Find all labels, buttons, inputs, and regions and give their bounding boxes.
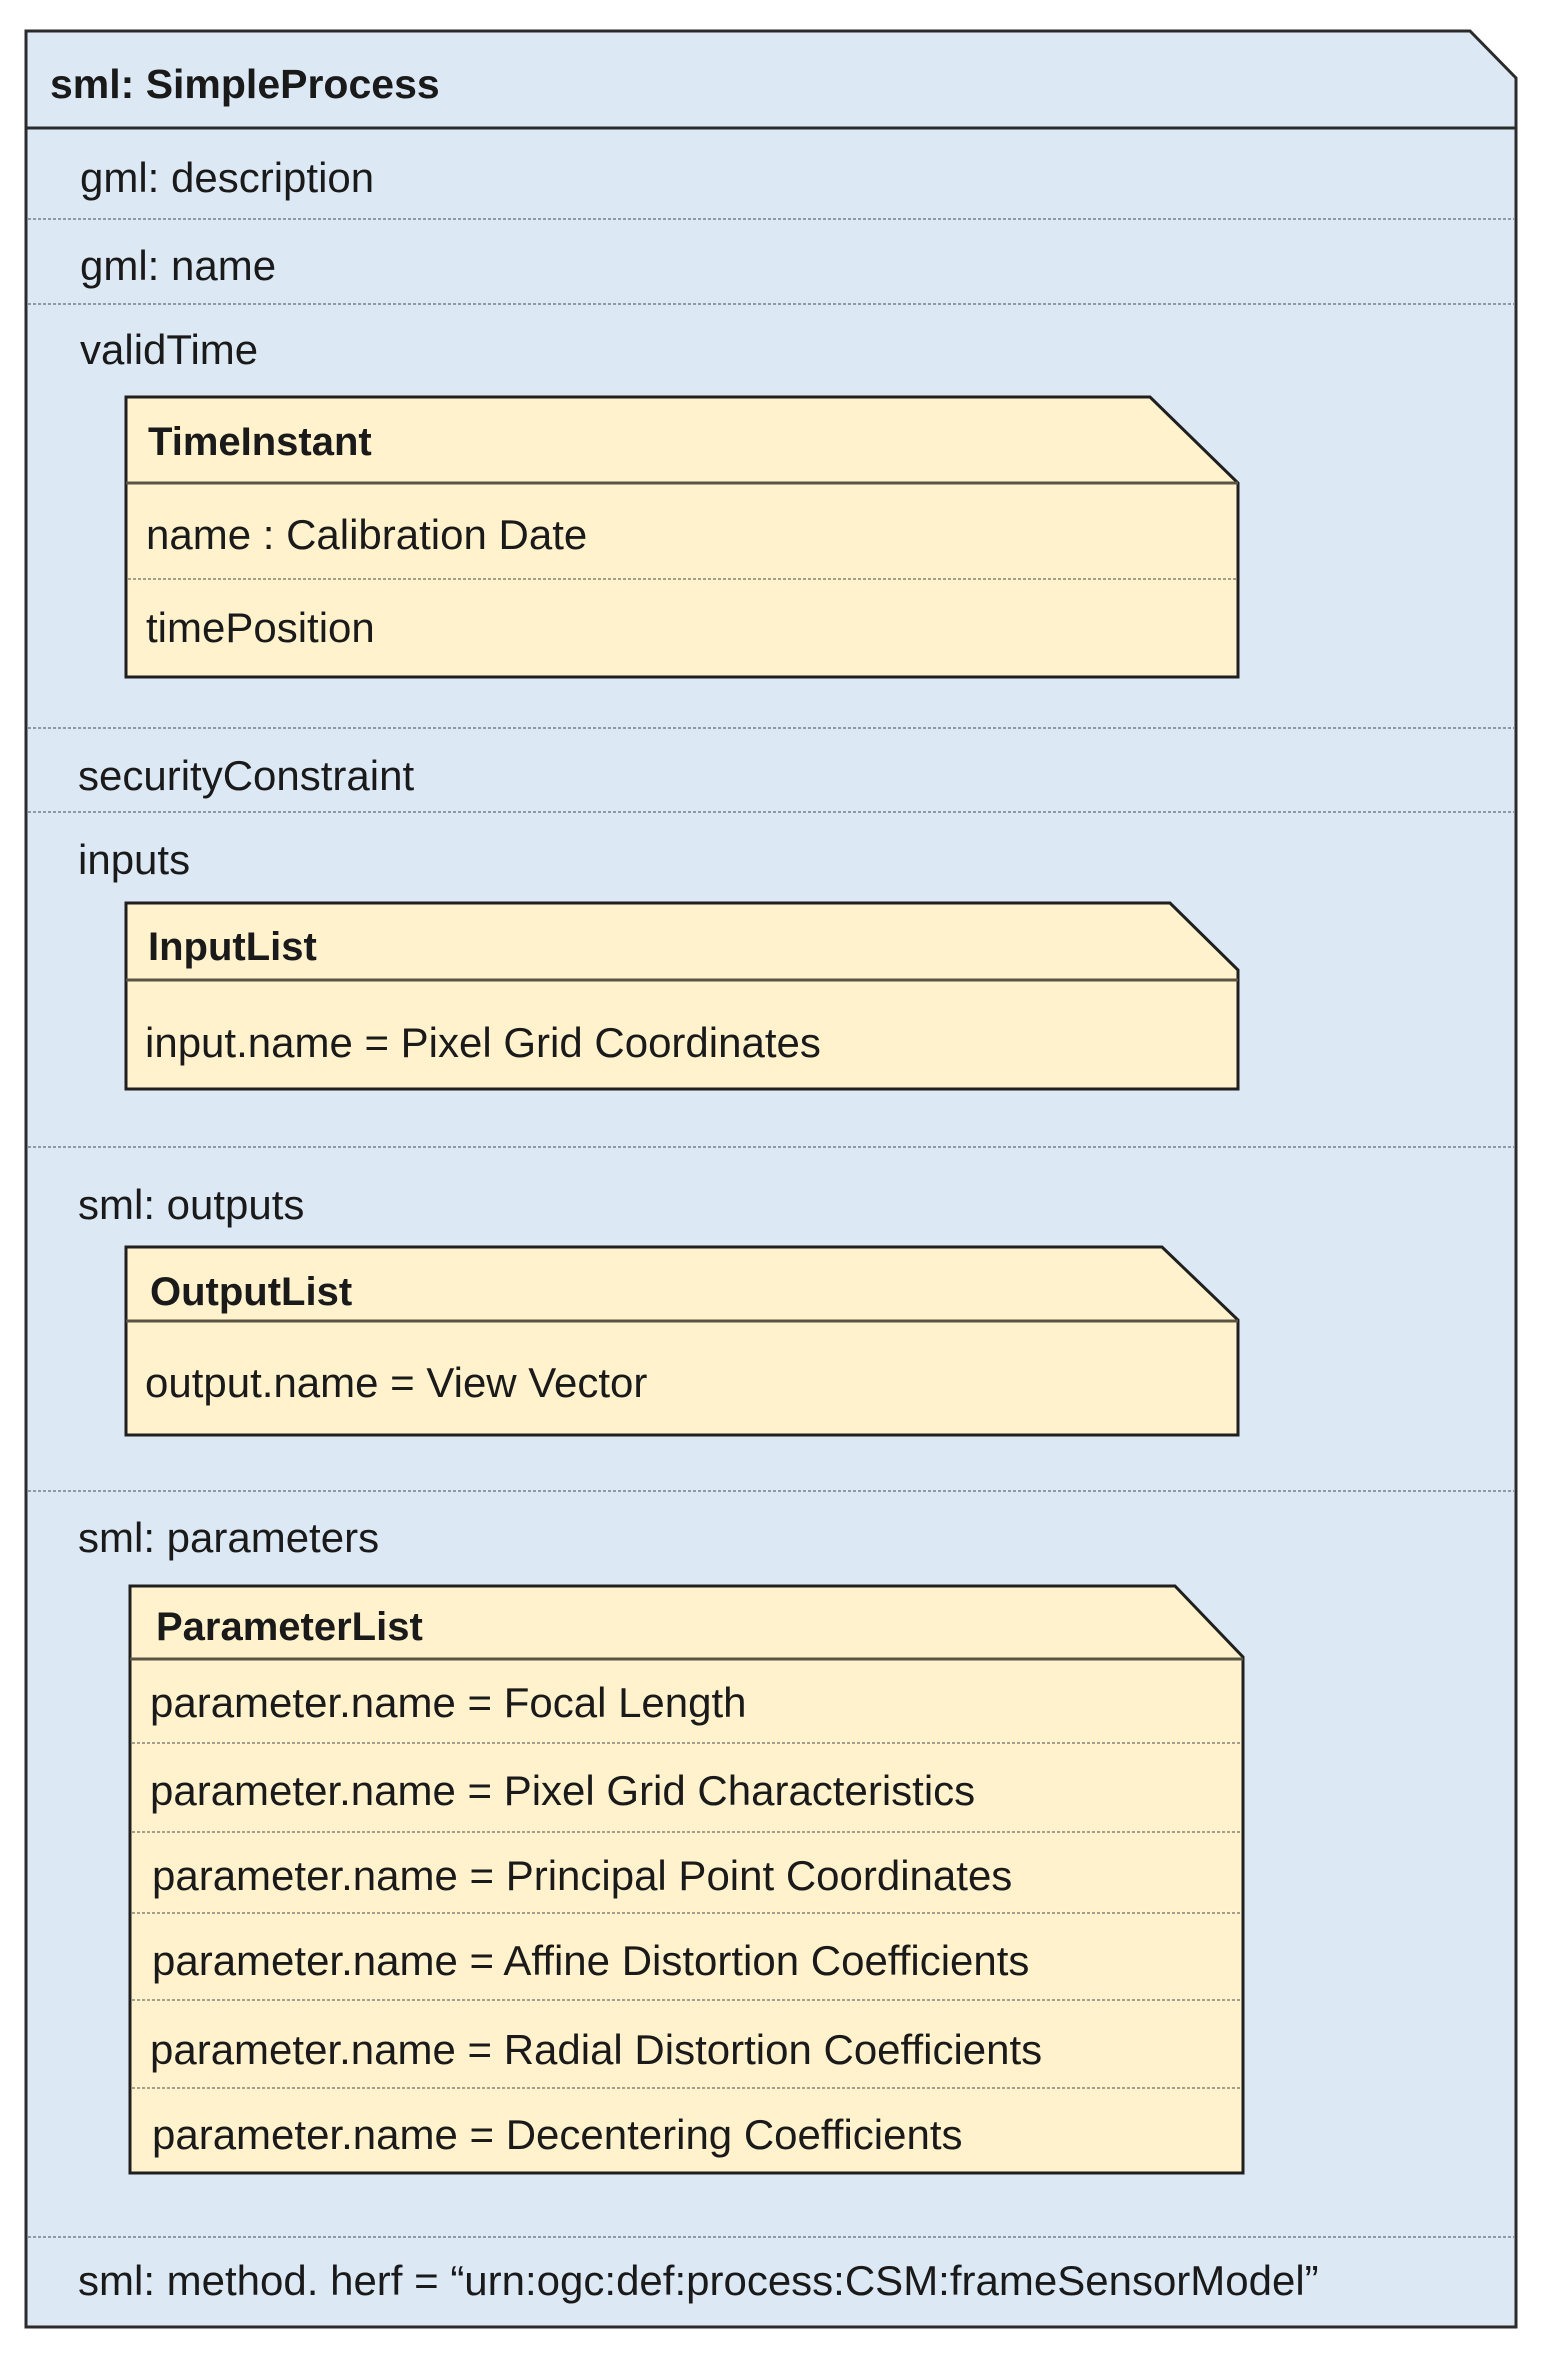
section-label-outputs: sml: outputs <box>78 1181 305 1228</box>
output-list-row: output.name = View Vector <box>145 1359 648 1406</box>
section-label-security-constraint: securityConstraint <box>78 752 415 799</box>
section-label-parameters: sml: parameters <box>78 1514 380 1561</box>
time-instant-row: name : Calibration Date <box>146 511 588 558</box>
section-label-method: sml: method. herf = “urn:ogc:def:process:CSM:frameSensorModel” <box>78 2257 1319 2304</box>
section-label-inputs: inputs <box>78 836 191 883</box>
parameter-list-title: ParameterList <box>156 1605 423 1649</box>
parameter-list-row: parameter.name = Pixel Grid Characteristics <box>150 1767 976 1814</box>
section-label-description: gml: description <box>80 154 375 201</box>
simple-process-title: sml: SimpleProcess <box>50 61 440 107</box>
time-instant-row: timePosition <box>146 604 375 651</box>
parameter-list-row: parameter.name = Focal Length <box>150 1679 747 1726</box>
parameter-list-row: parameter.name = Affine Distortion Coefficients <box>152 1937 1030 1984</box>
input-list-row: input.name = Pixel Grid Coordinates <box>145 1019 821 1066</box>
time-instant-title: TimeInstant <box>148 420 372 464</box>
parameter-list-row: parameter.name = Decentering Coefficients <box>152 2111 963 2158</box>
section-label-validtime: validTime <box>80 326 259 373</box>
input-list-title: InputList <box>148 925 317 969</box>
parameter-list-row: parameter.name = Principal Point Coordinates <box>152 1852 1013 1899</box>
output-list-title: OutputList <box>150 1270 353 1314</box>
section-label-name: gml: name <box>80 242 277 289</box>
parameter-list-row: parameter.name = Radial Distortion Coefficients <box>150 2026 1043 2073</box>
